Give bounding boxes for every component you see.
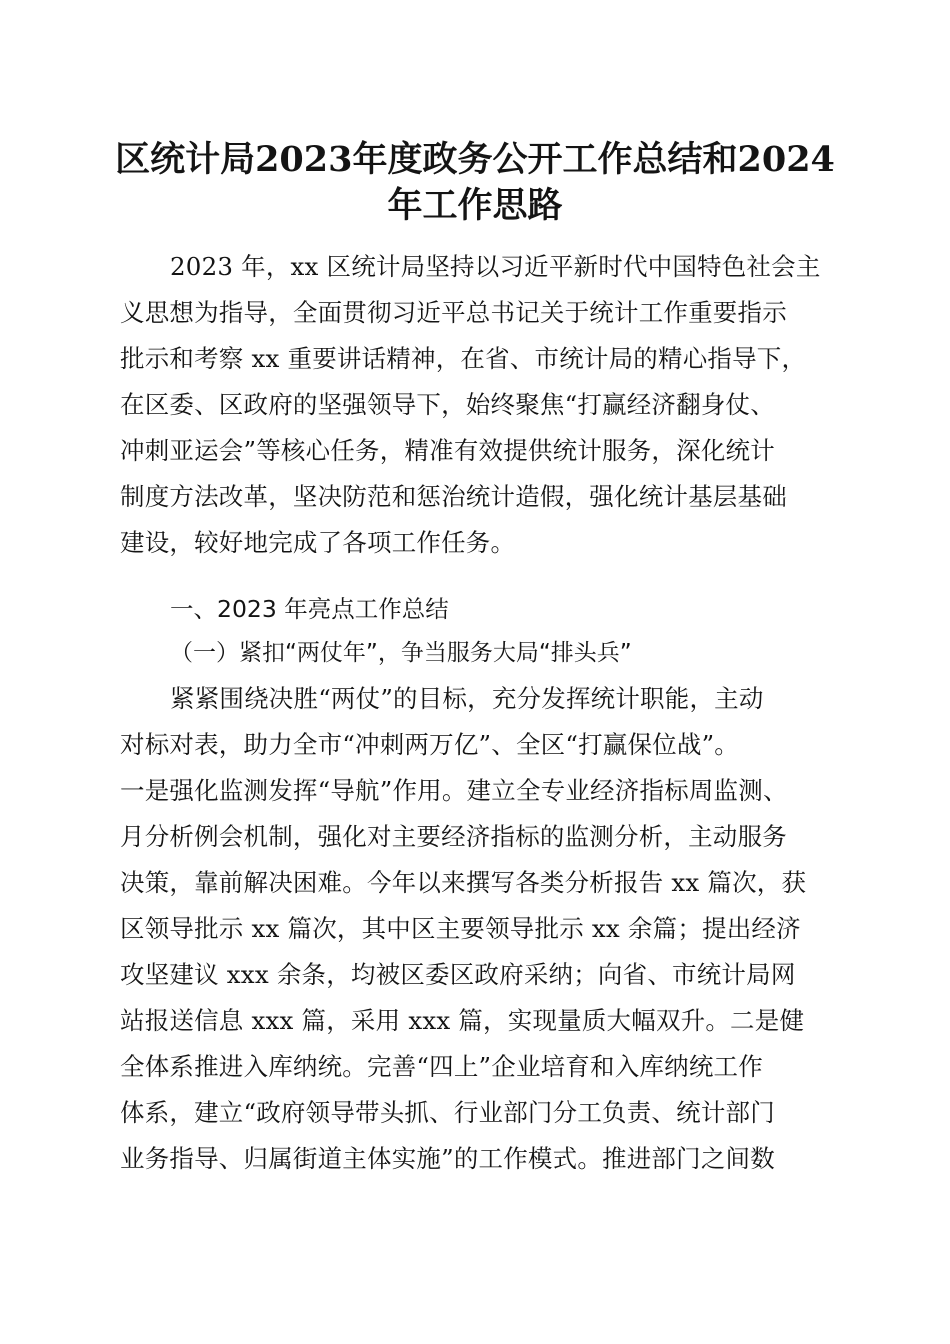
intro-line: 制度方法改革，坚决防范和惩治统计造假，强化统计基层基础 xyxy=(120,482,787,511)
intro-line: 义思想为指导，全面贯彻习近平总书记关于统计工作重要指示 xyxy=(120,298,787,327)
document-title-line-1: 区统计局2023年度政务公开工作总结和2024 xyxy=(115,139,835,180)
body-line: 站报送信息 xxx 篇，采用 xxx 篇，实现量质大幅双升。二是健 xyxy=(120,1006,805,1035)
body-line: 月分析例会机制，强化对主要经济指标的监测分析，主动服务 xyxy=(120,822,787,851)
body-line: 区领导批示 xx 篇次，其中区主要领导批示 xx 余篇；提出经济 xyxy=(120,914,801,943)
body-line: 一是强化监测发挥“导航”作用。建立全专业经济指标周监测、 xyxy=(120,776,788,805)
body-line: 业务指导、归属街道主体实施”的工作模式。推进部门之间数 xyxy=(120,1144,775,1173)
intro-line: 建设，较好地完成了各项工作任务。 xyxy=(120,528,516,557)
subsection-heading: （一）紧扣“两仗年”，争当服务大局“排头兵” xyxy=(170,640,632,666)
body-line: 对标对表，助力全市“冲刺两万亿”、全区“打赢保位战”。 xyxy=(120,730,739,759)
body-line: 紧紧围绕决胜“两仗”的目标，充分发挥统计职能，主动 xyxy=(170,684,764,713)
document-title-line-2: 年工作思路 xyxy=(387,185,563,226)
intro-line: 批示和考察 xx 重要讲话精神，在省、市统计局的精心指导下， xyxy=(120,344,807,373)
body-line: 攻坚建议 xxx 余条，均被区委区政府采纳；向省、市统计局网 xyxy=(120,960,796,989)
body-line: 全体系推进入库纳统。完善“四上”企业培育和入库纳统工作 xyxy=(120,1052,763,1081)
body-line: 决策，靠前解决困难。今年以来撰写各类分析报告 xx 篇次，获 xyxy=(120,868,807,897)
intro-line: 2023 年，xx 区统计局坚持以习近平新时代中国特色社会主 xyxy=(170,252,821,281)
body-line: 体系，建立“政府领导带头抓、行业部门分工负责、统计部门 xyxy=(120,1098,775,1127)
section-heading: 一、2023 年亮点工作总结 xyxy=(170,595,449,623)
intro-line: 冲刺亚运会”等核心任务，精准有效提供统计服务，深化统计 xyxy=(120,436,775,465)
intro-line: 在区委、区政府的坚强领导下，始终聚焦“打赢经济翻身仗、 xyxy=(120,390,775,419)
